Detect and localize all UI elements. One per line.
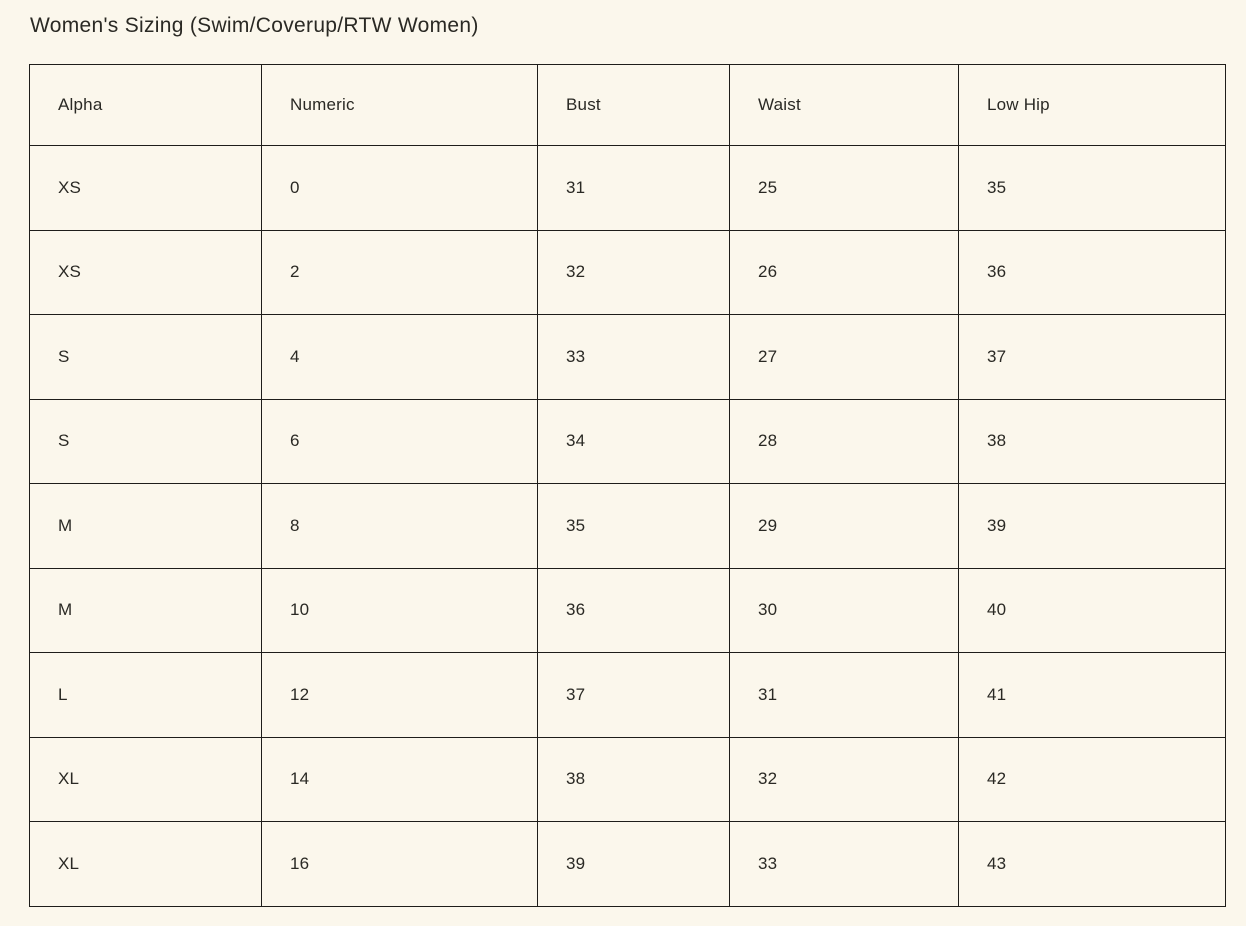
cell-numeric: 0 — [262, 146, 538, 231]
table-row — [30, 315, 1226, 400]
cell-waist: 28 — [730, 399, 959, 484]
cell-low-hip: 35 — [959, 146, 1226, 231]
table-row — [30, 230, 1226, 315]
cell-bust: 35 — [538, 484, 730, 569]
cell-numeric: 8 — [262, 484, 538, 569]
table-row — [30, 822, 1226, 907]
cell-bust: 38 — [538, 737, 730, 822]
table-header-row — [30, 65, 1226, 146]
cell-alpha: XS — [30, 230, 262, 315]
cell-alpha: M — [30, 484, 262, 569]
table-row — [30, 568, 1226, 653]
table-row — [30, 653, 1226, 738]
column-header-waist: Waist — [730, 65, 959, 146]
cell-waist: 26 — [730, 230, 959, 315]
cell-bust: 31 — [538, 146, 730, 231]
cell-low-hip: 41 — [959, 653, 1226, 738]
column-header-alpha: Alpha — [30, 65, 262, 146]
cell-alpha: XL — [30, 737, 262, 822]
cell-waist: 32 — [730, 737, 959, 822]
cell-numeric: 14 — [262, 737, 538, 822]
cell-bust: 37 — [538, 653, 730, 738]
cell-low-hip: 37 — [959, 315, 1226, 400]
womens-sizing-table — [29, 64, 1226, 907]
cell-low-hip: 43 — [959, 822, 1226, 907]
cell-low-hip: 39 — [959, 484, 1226, 569]
cell-alpha: S — [30, 399, 262, 484]
table-row — [30, 146, 1226, 231]
cell-waist: 33 — [730, 822, 959, 907]
cell-numeric: 6 — [262, 399, 538, 484]
cell-numeric: 16 — [262, 822, 538, 907]
cell-waist: 29 — [730, 484, 959, 569]
column-header-bust: Bust — [538, 65, 730, 146]
cell-numeric: 2 — [262, 230, 538, 315]
cell-waist: 31 — [730, 653, 959, 738]
page-title: Women's Sizing (Swim/Coverup/RTW Women) — [30, 14, 479, 37]
column-header-low-hip: Low Hip — [959, 65, 1226, 146]
table-row — [30, 484, 1226, 569]
cell-low-hip: 40 — [959, 568, 1226, 653]
cell-bust: 34 — [538, 399, 730, 484]
column-header-numeric: Numeric — [262, 65, 538, 146]
cell-low-hip: 38 — [959, 399, 1226, 484]
cell-alpha: M — [30, 568, 262, 653]
cell-numeric: 12 — [262, 653, 538, 738]
cell-waist: 27 — [730, 315, 959, 400]
cell-low-hip: 42 — [959, 737, 1226, 822]
cell-bust: 36 — [538, 568, 730, 653]
cell-alpha: L — [30, 653, 262, 738]
cell-numeric: 4 — [262, 315, 538, 400]
cell-alpha: XL — [30, 822, 262, 907]
cell-bust: 33 — [538, 315, 730, 400]
cell-low-hip: 36 — [959, 230, 1226, 315]
cell-numeric: 10 — [262, 568, 538, 653]
cell-bust: 39 — [538, 822, 730, 907]
cell-waist: 25 — [730, 146, 959, 231]
cell-alpha: XS — [30, 146, 262, 231]
cell-bust: 32 — [538, 230, 730, 315]
table-row — [30, 399, 1226, 484]
table-row — [30, 737, 1226, 822]
cell-waist: 30 — [730, 568, 959, 653]
cell-alpha: S — [30, 315, 262, 400]
